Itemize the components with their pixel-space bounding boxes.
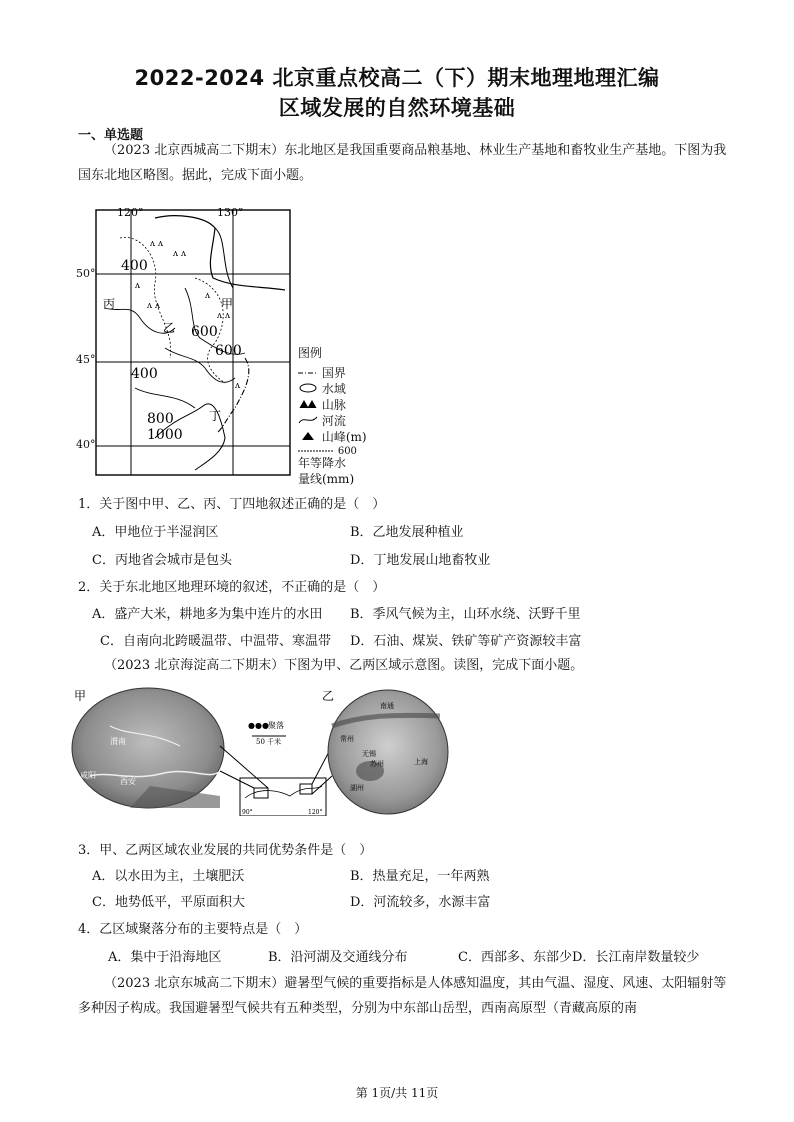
right-place-changzhou: 常州 bbox=[340, 735, 354, 743]
lat-label-50: 50° bbox=[76, 267, 96, 280]
place-label-bing: 丙 bbox=[103, 297, 116, 311]
map2-left-label: 甲 bbox=[74, 689, 87, 703]
question-1-stem: 1．关于图中甲、乙、丙、丁四地叙述正确的是（ ） bbox=[78, 497, 386, 512]
legend-iso-label-1: 年等降水 bbox=[298, 456, 347, 470]
lat-label-45: 45° bbox=[76, 353, 96, 366]
water-icon bbox=[298, 383, 318, 393]
iso-label-800: 800 bbox=[147, 411, 174, 427]
left-place-weinan: 渭南 bbox=[110, 737, 126, 746]
q1-option-c: C．丙地省会城市是包头 bbox=[92, 553, 232, 568]
border-line-icon bbox=[298, 369, 318, 377]
iso-label-1000: 1000 bbox=[147, 427, 183, 443]
q1-option-a: A．甲地位于半湿润区 bbox=[92, 525, 219, 540]
place-label-jia: 甲 bbox=[221, 297, 234, 311]
legend-iso-label-2: 量线(mm) bbox=[298, 472, 355, 486]
iso-label-400a: 400 bbox=[121, 258, 148, 274]
q2-option-d: D．石油、煤炭、铁矿等矿产资源较丰富 bbox=[350, 634, 582, 649]
legend-item-river: 河流 bbox=[321, 414, 346, 428]
river-icon bbox=[298, 415, 318, 425]
region-comparison-figure bbox=[70, 686, 710, 816]
q4-option-a: A．集中于沿海地区 bbox=[108, 950, 222, 965]
lon-label-120: 120° bbox=[117, 208, 144, 219]
lat-label-40: 40° bbox=[76, 438, 96, 451]
lon-label-130: 130° bbox=[217, 208, 244, 219]
intro-paragraph-2: （2023 北京海淀高二下期末）下图为甲、乙两区域示意图。读图，完成下面小题。 bbox=[104, 658, 584, 673]
settlement-legend-icon: ●●● bbox=[248, 721, 269, 730]
svg-text:ᴧ: ᴧ bbox=[135, 281, 141, 291]
legend-item-border: 国界 bbox=[321, 366, 346, 380]
question-4-stem: 4．乙区域聚落分布的主要特点是（ ） bbox=[78, 922, 308, 937]
legend-item-water: 水域 bbox=[321, 382, 346, 396]
question-3-stem: 3．甲、乙两区域农业发展的共同优势条件是（ ） bbox=[78, 843, 373, 858]
q2-option-b: B．季风气候为主，山环水绕、沃野千里 bbox=[350, 607, 581, 622]
svg-text:ᴧ: ᴧ bbox=[235, 381, 241, 391]
q1-option-d: D．丁地发展山地畜牧业 bbox=[350, 553, 491, 568]
question-2-stem: 2．关于东北地区地理环境的叙述，不正确的是（ ） bbox=[78, 580, 386, 595]
intro-paragraph-1: （2023 北京西城高二下期末）东北地区是我国重要商品粮基地、林业生产基地和畜牧业生产基地。下图为我国东北地区略图。据此，完成下面小题。 bbox=[78, 143, 727, 183]
iso-label-600a: 600 bbox=[191, 324, 218, 340]
northeast-china-map bbox=[95, 208, 291, 476]
mountain-icon bbox=[298, 399, 318, 409]
intro-paragraph-3: （2023 北京东城高二下期末）避暑型气候的重要指标是人体感知温度，其由气温、湿度、风速、太阳辐射等多种因子构成。我国避暑型气候共有五种类型，分别为中东部山岳型，西南高原型（青藏高原的南 bbox=[78, 976, 727, 1016]
map2-scale: 50 千米 bbox=[256, 738, 282, 746]
svg-text:ᴧ: ᴧ bbox=[205, 291, 211, 301]
iso-label-600b: 600 bbox=[215, 343, 242, 359]
isohyet-icon bbox=[298, 448, 334, 454]
q4-option-b: B．沿河湖及交通线分布 bbox=[268, 950, 408, 965]
section-heading: 一、单选题 bbox=[78, 128, 144, 143]
document-title-line2: 区域发展的自然环境基础 bbox=[278, 96, 516, 120]
legend-item-mountain: 山脉 bbox=[321, 398, 346, 412]
map-legend bbox=[298, 345, 368, 487]
svg-text:ᴧ ᴧ: ᴧ ᴧ bbox=[217, 311, 231, 321]
q2-option-a: A．盛产大米，耕地多为集中连片的水田 bbox=[92, 607, 323, 622]
q1-option-b: B．乙地发展种植业 bbox=[350, 525, 464, 540]
inset-lon-90: 90° bbox=[242, 809, 253, 816]
right-place-nantong: 南通 bbox=[380, 702, 394, 710]
legend-iso-value: 600 bbox=[337, 446, 357, 457]
q4-option-c: C．西部多、东部少 bbox=[458, 950, 572, 965]
peak-icon bbox=[298, 431, 318, 441]
left-place-xianyang: 咸阳 bbox=[80, 771, 96, 780]
map2-legend-settlement: 聚落 bbox=[268, 721, 284, 730]
svg-text:ᴧ ᴧ: ᴧ ᴧ bbox=[150, 239, 164, 249]
right-place-huzhou: 湖州 bbox=[350, 784, 364, 792]
svg-text:ᴧ ᴧ: ᴧ ᴧ bbox=[173, 249, 187, 259]
q3-option-a: A．以水田为主，土壤肥沃 bbox=[92, 869, 245, 884]
right-place-shanghai: 上海 bbox=[414, 758, 428, 766]
q4-option-d: D．长江南岸数量较少 bbox=[572, 950, 700, 965]
right-place-suzhou: 苏州 bbox=[370, 760, 384, 768]
right-place-wuxi: 无锡 bbox=[362, 750, 376, 758]
legend-item-peak: 山峰(m) bbox=[321, 430, 367, 444]
legend-title: 图例 bbox=[298, 346, 323, 360]
q3-option-c: C．地势低平，平原面积大 bbox=[92, 895, 245, 910]
place-label-yi: 乙 bbox=[163, 321, 176, 335]
document-title-line1: 2022-2024 北京重点校高二（下）期末地理地理汇编 bbox=[134, 66, 660, 90]
inset-lon-120: 120° bbox=[308, 809, 323, 816]
left-place-xian: 西安 bbox=[120, 777, 136, 786]
page-footer: 第 1页/共 11页 bbox=[355, 1086, 439, 1100]
svg-text:ᴧ ᴧ: ᴧ ᴧ bbox=[147, 301, 161, 311]
map2-right-label: 乙 bbox=[322, 689, 335, 703]
place-label-ding: 丁 bbox=[209, 409, 222, 423]
q3-option-d: D．河流较多，水源丰富 bbox=[350, 895, 491, 910]
q3-option-b: B．热量充足，一年两熟 bbox=[350, 869, 490, 884]
q2-option-c: C．自南向北跨暖温带、中温带、寒温带 bbox=[100, 634, 331, 649]
iso-label-400b: 400 bbox=[131, 366, 158, 382]
